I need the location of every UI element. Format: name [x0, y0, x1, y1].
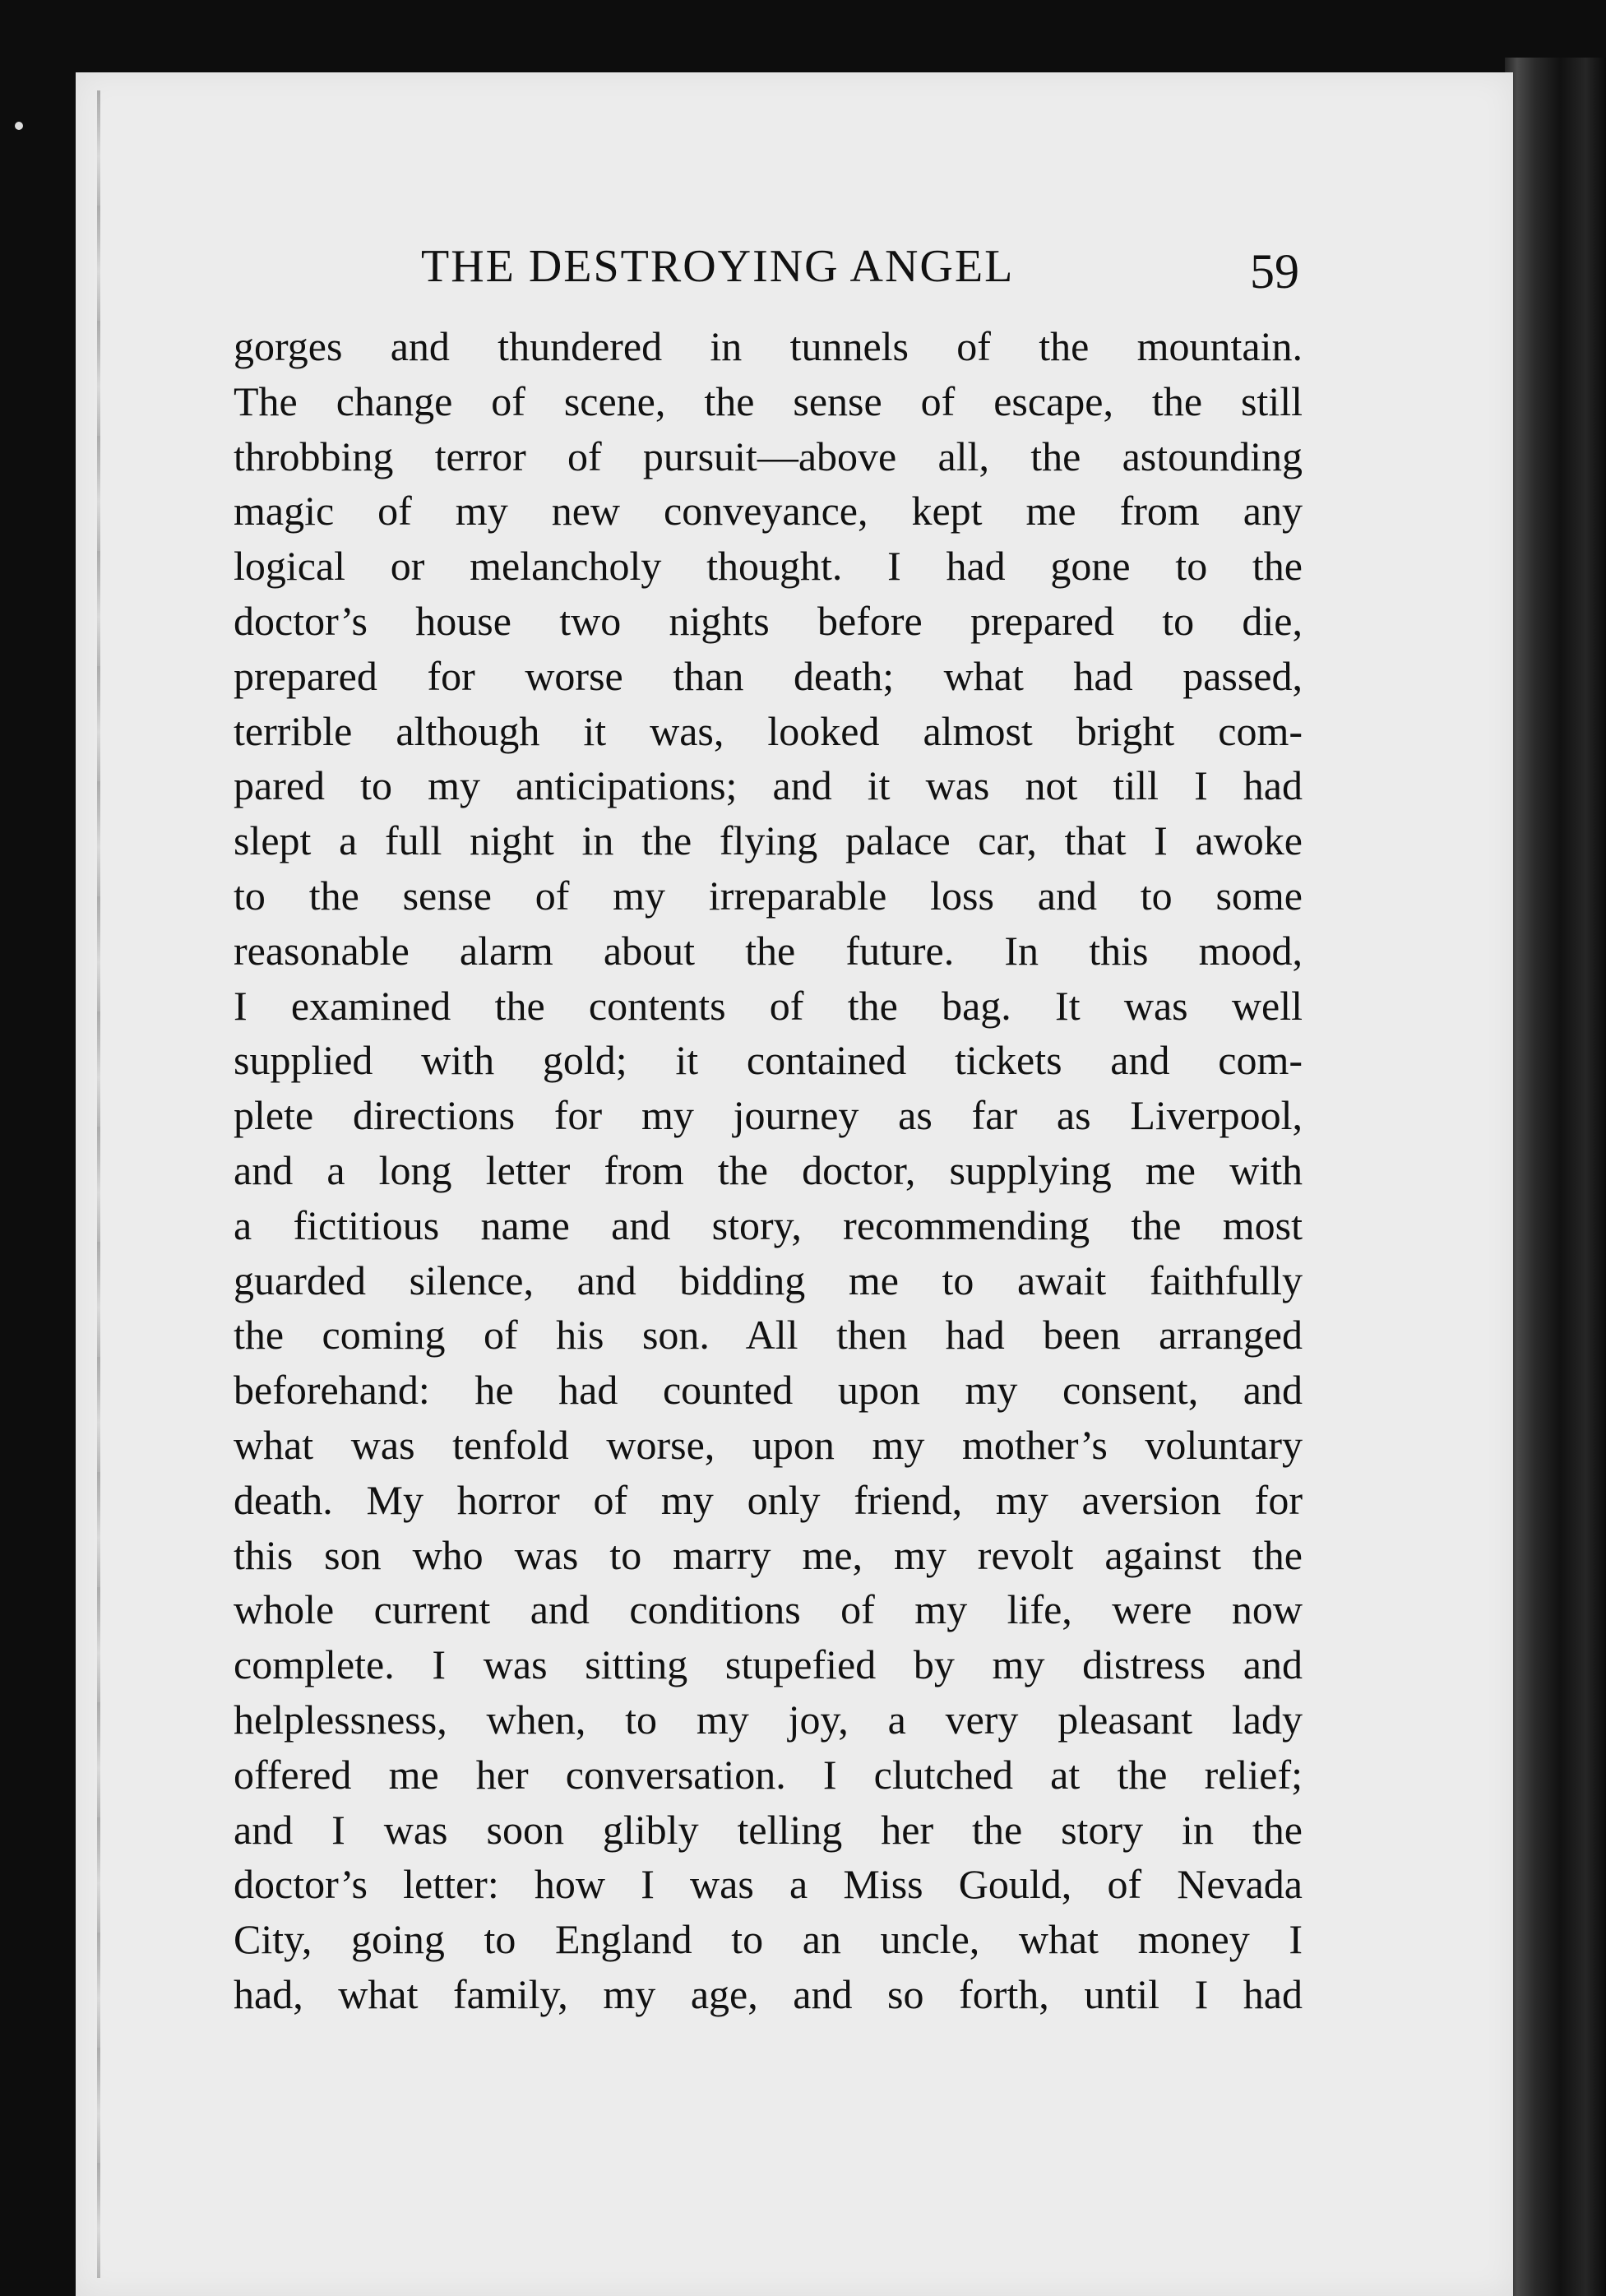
text-line: plete directions for my journey as far as Liverpool, — [234, 1092, 1303, 1139]
text-line: magic of my new conveyance, kept me from any — [234, 488, 1303, 535]
text-line: death. My horror of my only friend, my aversion for — [234, 1476, 1303, 1523]
text-line: guarded silence, and bidding me to await faithfully — [234, 1257, 1303, 1303]
text-line: and I was soon glibly telling her the story in the — [234, 1806, 1303, 1853]
running-title: THE DESTROYING ANGEL — [421, 241, 1015, 292]
text-line: logical or melancholy thought. I had gone to the — [234, 543, 1303, 590]
text-line: terrible although it was, looked almost bright com- — [234, 707, 1303, 754]
body-text — [234, 319, 1303, 2022]
text-line: pared to my anticipations; and it was not till I had — [234, 762, 1303, 809]
text-line: I examined the contents of the bag. It was well — [234, 982, 1303, 1029]
text-line: supplied with gold; it contained tickets and com- — [234, 1037, 1303, 1084]
text-line: the coming of his son. All then had been arranged — [234, 1312, 1303, 1359]
text-line: beforehand: he had counted upon my consent, and — [234, 1367, 1303, 1414]
text-line: doctor’s letter: how I was a Miss Gould, of Nevada — [234, 1861, 1303, 1908]
page-number: 59 — [1250, 244, 1299, 299]
text-line: complete. I was sitting stupefied by my distress and — [234, 1641, 1303, 1688]
binding-gutter — [97, 90, 100, 2278]
text-line: this son who was to marry me, my revolt against the — [234, 1531, 1303, 1578]
text-line: to the sense of my irreparable loss and to some — [234, 872, 1303, 919]
text-line: a fictitious name and story, recommending the most — [234, 1201, 1303, 1248]
text-line: slept a full night in the flying palace car, that I awoke — [234, 817, 1303, 864]
text-line: throbbing terror of pursuit—above all, the astounding — [234, 433, 1303, 479]
text-line: reasonable alarm about the future. In this mood, — [234, 927, 1303, 974]
text-line: doctor’s house two nights before prepared to die, — [234, 597, 1303, 644]
running-head — [238, 240, 1299, 306]
text-line: whole current and conditions of my life, were now — [234, 1586, 1303, 1633]
text-line: gorges and thundered in tunnels of the mountain. — [234, 323, 1303, 369]
text-line: and a long letter from the doctor, supplying me with — [234, 1146, 1303, 1193]
text-line: what was tenfold worse, upon my mother’s voluntary — [234, 1421, 1303, 1468]
text-line: City, going to England to an uncle, what money I — [234, 1916, 1303, 1963]
text-line: prepared for worse than death; what had passed, — [234, 652, 1303, 699]
scan-speck — [15, 122, 23, 130]
text-line: helplessness, when, to my joy, a very pleasant lady — [234, 1696, 1303, 1743]
page-edge-shadow — [1505, 58, 1606, 2296]
text-line: had, what family, my age, and so forth, until I had — [234, 1970, 1303, 2017]
text-line: offered me her conversation. I clutched at the relief; — [234, 1751, 1303, 1798]
text-line: The change of scene, the sense of escape, the still — [234, 377, 1303, 424]
